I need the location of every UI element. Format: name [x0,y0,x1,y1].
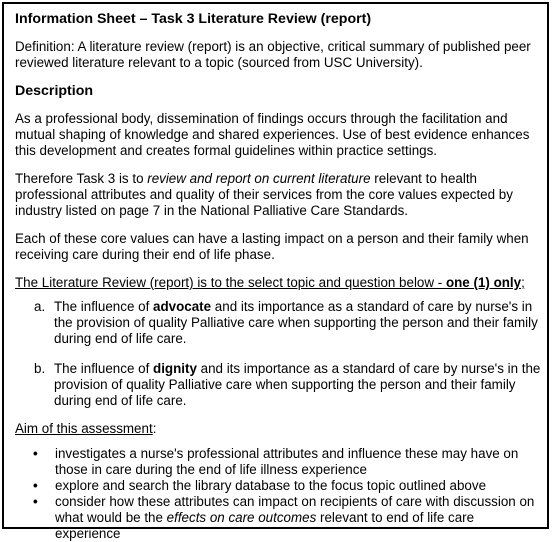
paragraph-2-text-end: relevant to health professional attributes and quality of their services from the core values expected by industry listed on page 7 in the National Palliative Care Standards. [15,171,513,218]
aim-text-start: explore and search the library database to the focus topic outlined above [55,478,487,493]
description-paragraph-2 [15,171,543,219]
select-topic-prefix: The Literature Review (report) is to the select topic and question below - [15,275,446,290]
option-text [54,299,543,347]
aim-bullet-text [55,446,543,478]
option-text-start: The influence of [54,299,154,314]
aim-text-start: consider how these attributes can impact on recipients of care with discussion on what would be the [55,494,535,525]
aim-text-start: investigates a nurse's professional attributes and influence these may have on those in care during the end of life illness experience [55,446,519,477]
option-keyword: advocate [153,299,212,314]
description-paragraph-1: As a professional body, dissemination of findings occurs through the facilitation and mutual shaping of knowledge and shared experiences. Use of best evidence enhances this development and creates formal guidelines within practice settings. [15,111,530,158]
paragraph-2-emphasis: review and report on current literature [147,171,371,186]
aim-bullet-text [55,478,543,494]
paragraph-2-text-start: Therefore Task 3 is to [15,171,148,186]
option-text [54,361,543,409]
select-topic-count: one (1) only [445,275,522,290]
sheet-title: Information Sheet – Task 3 Literature Review (report) [15,11,372,27]
aim-heading [15,421,543,437]
option-text-end: and its importance as a standard of care by nurse's in the provision of quality Palliative care when supporting the person and their family during end of life care. [54,299,538,346]
aim-bullet-list [15,446,543,542]
info-sheet-content [15,11,543,542]
option-text-end: and its importance as a standard of care by nurse's in the provision of quality Palliative care when supporting the person and their family during end of life care. [54,361,541,408]
option-text-start: The influence of [54,361,154,376]
option-keyword: dignity [153,361,197,376]
select-topic-instruction [15,275,525,290]
option-marker: b. [34,361,46,376]
bullet-dot: • [33,494,38,509]
topic-option-dignity [34,361,543,409]
bullet-dot: • [33,446,38,461]
definition-paragraph: Definition: A literature review (report) is an objective, critical summary of published peer reviewed literature relevant to a topic (sourced from USC University). [15,39,531,70]
topic-options-list [15,299,543,409]
aim-bullet-item [33,446,543,478]
option-marker: a. [34,299,46,314]
select-topic-line [15,275,543,291]
aim-text-end: relevant to end of life care experience [55,510,475,541]
aim-heading-label: Aim of this assessment [15,421,153,436]
topic-option-advocate [34,299,543,347]
aim-heading-colon: : [152,421,157,436]
aim-text-emphasis: effects on care outcomes [166,510,317,525]
description-paragraph-3: Each of these core values can have a lasting impact on a person and their family when receiving care during their end of life phase. [15,231,529,262]
description-heading: Description [15,83,94,99]
bullet-dot: • [33,478,38,493]
select-topic-suffix: ; [521,275,525,290]
info-sheet-frame [2,2,549,541]
aim-bullet-item [33,478,543,494]
